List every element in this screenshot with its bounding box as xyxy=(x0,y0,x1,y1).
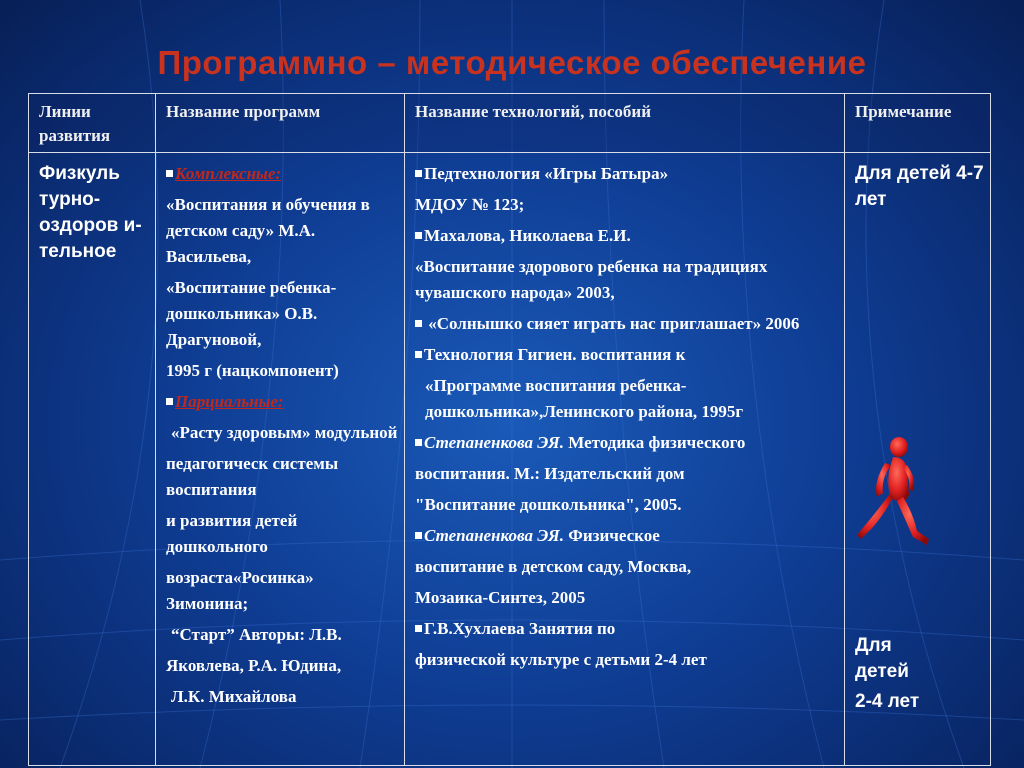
list-item: "Воспитание дошкольника", 2005. xyxy=(415,495,682,514)
bullet-icon xyxy=(415,625,422,632)
bullet-icon xyxy=(166,398,173,405)
list-item: и развития детей дошкольного xyxy=(166,511,298,556)
list-item xyxy=(166,389,398,415)
header-technologies xyxy=(405,94,845,153)
walking-person-icon xyxy=(855,435,935,555)
list-item: 1995 г (нацкомпонент) xyxy=(166,361,339,380)
note-line: 2-4 лет xyxy=(855,691,920,712)
list-item xyxy=(166,161,398,187)
bullet-icon xyxy=(166,170,173,177)
list-item: «Солнышко сияет играть нас приглашает» 2006 xyxy=(415,311,838,337)
complex-heading: Комплексные: xyxy=(175,164,282,183)
bullet-icon xyxy=(415,532,422,539)
header-lines-label: Линии развития xyxy=(39,102,111,145)
list-item: физической культуре с детьми 2-4 лет xyxy=(415,650,707,669)
header-programs xyxy=(156,94,405,153)
list-item: «Воспитание ребенка-дошкольника» О.В. Драгуновой, xyxy=(166,278,337,349)
list-item: воспитание в детском саду, Москва, xyxy=(415,557,692,576)
bullet-icon xyxy=(415,320,422,327)
table-row xyxy=(29,153,991,766)
list-item: Педтехнология «Игры Батыра» xyxy=(415,161,838,187)
list-item: “Старт” Авторы: Л.В. xyxy=(171,625,342,644)
table-header-row xyxy=(29,94,991,153)
note-ages-2-4 xyxy=(855,633,919,715)
header-programs-label: Название программ xyxy=(166,102,321,121)
list-item: Степаненкова ЭЯ. Физическое xyxy=(415,523,838,549)
technologies-list xyxy=(405,153,844,673)
list-item: Мозаика-Синтез, 2005 xyxy=(415,588,586,607)
list-item: «Воспитания и обучения в детском саду» М.А. Васильева, xyxy=(166,195,370,266)
notes-content xyxy=(845,153,990,765)
program-table xyxy=(28,93,991,766)
list-item: Г.В.Хухлаева Занятия по xyxy=(415,616,838,642)
bullet-icon xyxy=(415,439,422,446)
list-item: Технология Гигиен. воспитания к xyxy=(415,342,838,368)
note-ages-4-7: Для детей 4-7 лет xyxy=(855,163,984,210)
list-item: Л.К. Михайлова xyxy=(171,687,297,706)
list-item: Яковлева, Р.А. Юдина, xyxy=(166,656,342,675)
list-item: Степаненкова ЭЯ. Методика физического xyxy=(415,430,838,456)
list-item: «Воспитание здорового ребенка на традициях чувашского народа» 2003, xyxy=(415,257,768,302)
list-item: «Программе воспитания ребенка-дошкольника»,Ленинского района, 1995г xyxy=(425,376,744,421)
cell-line xyxy=(29,153,156,766)
list-item: «Расту здоровым» модульной xyxy=(171,423,398,442)
header-notes-label: Примечание xyxy=(855,102,952,121)
header-technologies-label: Название технологий, пособий xyxy=(415,102,652,121)
list-item: МДОУ № 123; xyxy=(415,195,525,214)
partial-heading: Парциальные: xyxy=(175,392,284,411)
bullet-icon xyxy=(415,232,422,239)
header-notes xyxy=(845,94,991,153)
programs-list xyxy=(156,153,404,710)
line-of-development: Физкуль турно-оздоров и-тельное xyxy=(39,163,142,262)
page-title: Программно – методическое обеспечение xyxy=(157,44,867,81)
list-item: воспитания. М.: Издательский дом xyxy=(415,464,685,483)
cell-programs xyxy=(156,153,405,766)
bullet-icon xyxy=(415,351,422,358)
note-line: Для xyxy=(855,635,892,656)
note-line: детей xyxy=(855,661,909,682)
cell-notes xyxy=(845,153,991,766)
bullet-icon xyxy=(415,170,422,177)
list-item: педагогическ системы воспитания xyxy=(166,454,339,499)
list-item: Махалова, Николаева Е.И. xyxy=(415,223,838,249)
cell-technologies xyxy=(405,153,845,766)
header-lines xyxy=(29,94,156,153)
list-item: возраста«Росинка» Зимонина; xyxy=(166,568,314,613)
